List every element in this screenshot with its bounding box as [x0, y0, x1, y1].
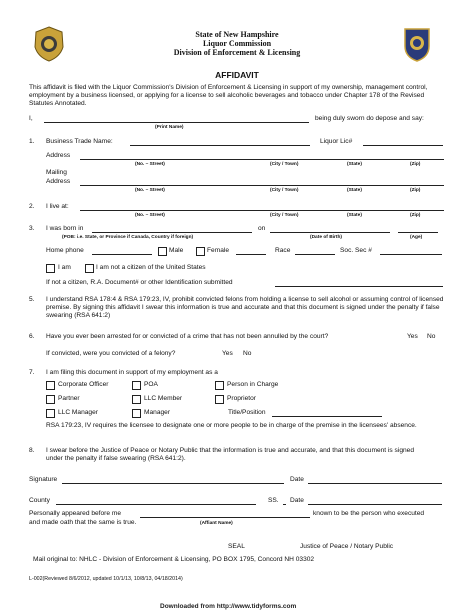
mail-zip-caption: (Zip) — [410, 188, 421, 193]
q7-intro: I am filing this document in support of my employment as a — [46, 369, 218, 376]
footer-downloaded[interactable]: Downloaded from http://www.tidyforms.com — [160, 603, 297, 610]
llc-manager-checkbox[interactable] — [46, 409, 55, 418]
partner-checkbox[interactable] — [46, 395, 55, 404]
signature-date-field[interactable] — [308, 483, 442, 484]
liquor-lic-field[interactable] — [363, 145, 443, 146]
if-convicted-text: If convicted, were you convicted of a felony? — [46, 350, 176, 357]
home-city-caption: (City / Town) — [270, 213, 299, 218]
business-trade-name-label: Business Trade Name: — [46, 138, 113, 145]
llc-manager-label: LLC Manager — [58, 409, 98, 416]
female-checkbox[interactable] — [196, 247, 205, 256]
mail-city-caption: (City / Town) — [270, 188, 299, 193]
header-commission: Liquor Commission — [202, 39, 272, 48]
manager-label: Manager — [144, 409, 171, 416]
i-am-label: I am — [58, 264, 71, 271]
ra-document-field[interactable] — [275, 286, 443, 287]
date-of-birth-field[interactable] — [270, 232, 390, 233]
county-date-field[interactable] — [308, 504, 442, 505]
header-state: State of New Hampshire — [195, 30, 279, 39]
ss-field[interactable] — [283, 504, 286, 505]
corporate-officer-checkbox[interactable] — [46, 381, 55, 390]
i-am-checkbox[interactable] — [46, 264, 55, 273]
signature-field[interactable] — [62, 483, 284, 484]
q7-number: 7. — [29, 369, 35, 376]
pob-caption: (POB: i.e. State, or Province if Canada, Country if foreign) — [62, 235, 194, 240]
print-name-caption: (Print Name) — [155, 125, 184, 130]
personally-appeared-text: Personally appeared before me — [29, 510, 122, 517]
mailing-address-label: Address — [46, 178, 71, 185]
soc-sec-label: Soc. Sec # — [340, 247, 372, 254]
q1-number: 1. — [29, 138, 35, 145]
race-pre-field[interactable] — [236, 254, 266, 255]
line-i-label: I, — [29, 115, 33, 122]
poa-label: POA — [144, 381, 158, 388]
mail-state-caption: (State) — [347, 188, 362, 193]
soc-sec-field[interactable] — [380, 254, 442, 255]
home-state-caption: (State) — [347, 213, 362, 218]
on-label: on — [258, 225, 266, 232]
age-field[interactable] — [398, 232, 438, 233]
mailing-label: Mailing — [46, 169, 67, 176]
affiant-name-field[interactable] — [140, 517, 310, 518]
signature-date-label: Date — [290, 476, 304, 483]
i-am-not-checkbox[interactable] — [85, 264, 94, 273]
form-id: L-002(Reviewed 8/6/2012, updated 10/1/13, 10/8/13, 04/18/2014) — [29, 576, 183, 582]
place-of-birth-field[interactable] — [92, 232, 252, 233]
addr-street-caption: (No. – Street) — [135, 162, 165, 167]
made-oath-text: and made oath that the same is true. — [29, 519, 137, 526]
intro-paragraph: This affidavit is filed with the Liquor Commission's Division of Enforcement & Licensing in support of my ownership, management control, employment by a business licensed, or applying for a license to sell alcoholic beverages and tobacco under Chapter 178 of the Revised Statutes Annotated. — [29, 84, 428, 107]
business-address-field[interactable] — [80, 159, 444, 160]
signature-label: Signature — [29, 476, 58, 483]
home-address-field[interactable] — [80, 210, 444, 211]
q6-number: 6. — [29, 333, 35, 340]
race-field[interactable] — [295, 254, 335, 255]
manager-checkbox[interactable] — [132, 409, 141, 418]
address-label: Address — [46, 152, 71, 159]
i-am-not-label: I am not a citizen of the United States — [96, 264, 206, 271]
affiant-name-caption: (Affiant Name) — [200, 521, 233, 526]
i-live-at-label: I live at: — [46, 203, 69, 210]
title-position-label: Title/Position — [228, 409, 266, 416]
business-trade-name-field[interactable] — [130, 145, 310, 146]
title-position-field[interactable] — [272, 416, 382, 417]
q3-number: 3. — [29, 225, 35, 232]
male-checkbox[interactable] — [158, 247, 167, 256]
mail-street-caption: (No. – Street) — [135, 188, 165, 193]
llc-member-label: LLC Member — [144, 395, 183, 402]
addr-city-caption: (City / Town) — [270, 162, 299, 167]
proprietor-checkbox[interactable] — [215, 395, 224, 404]
justice-of-peace-label: Justice of Peace / Notary Public — [300, 543, 394, 550]
q6-text: Have you ever been arrested for or convicted of a crime that has not been annulled by the court? — [46, 333, 329, 340]
print-name-field[interactable] — [44, 122, 309, 123]
felony-yes[interactable]: Yes — [222, 350, 233, 357]
addr-state-caption: (State) — [347, 162, 362, 167]
line-i-suffix: being duly sworn do depose and say: — [315, 115, 424, 122]
male-label: Male — [169, 247, 184, 254]
dob-caption: (Date of Birth) — [310, 235, 342, 240]
race-label: Race — [275, 247, 291, 254]
home-phone-label: Home phone — [46, 247, 84, 254]
q6-no[interactable]: No — [427, 333, 436, 340]
corporate-officer-label: Corporate Officer — [58, 381, 109, 388]
llc-member-checkbox[interactable] — [132, 395, 141, 404]
q5-number: 5. — [29, 296, 35, 303]
person-in-charge-label: Person in Charge — [227, 381, 279, 388]
poa-checkbox[interactable] — [132, 381, 141, 390]
q8-number: 8. — [29, 447, 35, 454]
q8-text: I swear before the Justice of Peace or Notary Public that the information is true and accurate, and that this document is signed under the penalty if false swearing (RSA 641:2). — [46, 447, 414, 462]
partner-label: Partner — [58, 395, 80, 402]
q6-yes[interactable]: Yes — [407, 333, 418, 340]
addr-zip-caption: (Zip) — [410, 162, 421, 167]
born-in-label: I was born in — [46, 225, 84, 232]
seal-label: SEAL — [228, 543, 245, 550]
home-phone-field[interactable] — [92, 254, 152, 255]
county-label: County — [29, 497, 50, 504]
mail-original-to: Mail original to: NHLC - Division of Enforcement & Licensing, PO BOX 1795, Concord NH 03302 — [33, 556, 315, 563]
q2-number: 2. — [29, 203, 35, 210]
person-in-charge-checkbox[interactable] — [215, 381, 224, 390]
not-citizen-label: If not a citizen, R.A. Document# or other Identification submitted — [46, 279, 233, 286]
liquor-lic-label: Liquor Lic# — [320, 138, 353, 145]
county-field[interactable] — [56, 504, 256, 505]
home-street-caption: (No. – Street) — [135, 213, 165, 218]
known-text: known to be the person who executed — [313, 510, 425, 517]
female-label: Female — [207, 247, 229, 254]
home-zip-caption: (Zip) — [410, 213, 421, 218]
rsa-note: RSA 179:23, IV requires the licensee to designate one or more people to be in charge of the premise in the licensees' absence. — [46, 422, 417, 429]
header-division: Division of Enforcement & Licensing — [173, 48, 301, 57]
felony-no[interactable]: No — [243, 350, 252, 357]
q5-text: I understand RSA 178:4 & RSA 179:23, IV, prohibit convicted felons from holding a license to sell alcohol or assuming control of licensed premise. By signing this affidavit I swear this information is true and accurate and that this document is signed under the penalty if false swearing (RSA 641:2) — [46, 296, 444, 319]
mailing-address-field[interactable] — [80, 185, 444, 186]
form-title: AFFIDAVIT — [215, 70, 259, 80]
age-caption: (Age) — [410, 235, 423, 240]
county-date-label: Date — [290, 497, 304, 504]
ss-label: SS. — [268, 497, 279, 504]
proprietor-label: Proprietor — [227, 395, 256, 402]
